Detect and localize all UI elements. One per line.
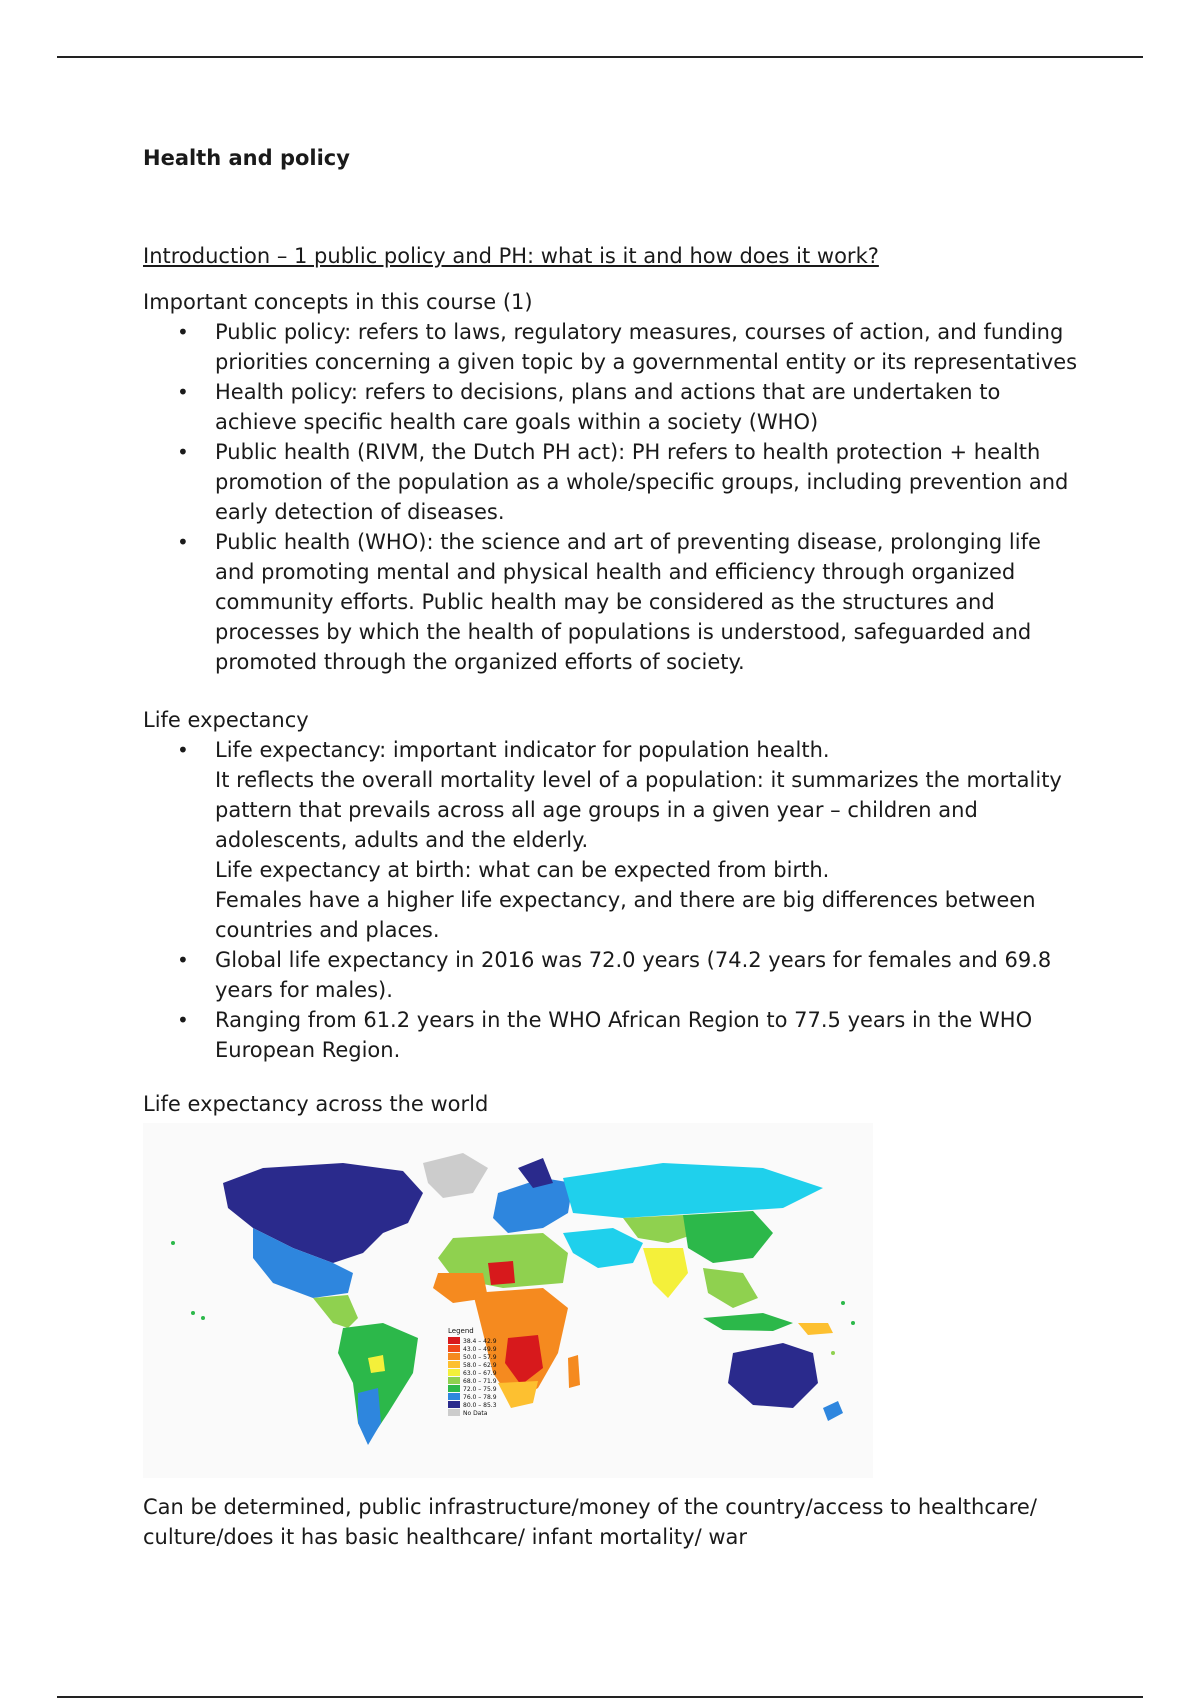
list-item: • Global life expectancy in 2016 was 72.0 years (74.2 years for females and 69.8 years for males). bbox=[143, 945, 1083, 1005]
bottom-rule bbox=[57, 1696, 1143, 1698]
list-item bbox=[143, 735, 1083, 945]
map-section-label: Life expectancy across the world bbox=[143, 1092, 489, 1116]
legend-label: 76.0 – 78.9 bbox=[463, 1394, 497, 1401]
closing-paragraph: Can be determined, public infrastructure/money of the country/access to healthcare/ culture/does it has basic healthcare/ infant mortality/ war bbox=[143, 1495, 1037, 1549]
legend-label: 58.0 – 62.9 bbox=[463, 1362, 497, 1369]
chile-argentina-shape bbox=[358, 1388, 381, 1445]
concepts-label: Important concepts in this course (1) bbox=[143, 290, 533, 314]
australia-shape bbox=[728, 1343, 818, 1408]
china-shape bbox=[683, 1211, 773, 1263]
india-shape bbox=[643, 1248, 688, 1298]
scandinavia-shape bbox=[518, 1158, 553, 1188]
list-line: Females have a higher life expectancy, and there are big differences between countries and places. bbox=[215, 888, 1036, 942]
middle-east-shape bbox=[563, 1228, 643, 1268]
island-marker bbox=[201, 1316, 205, 1320]
central-america-shape bbox=[313, 1295, 358, 1328]
legend-swatch bbox=[448, 1401, 460, 1408]
world-map-graphic bbox=[143, 1123, 873, 1478]
png-shape bbox=[798, 1323, 833, 1335]
greenland-shape bbox=[423, 1153, 488, 1198]
list-line: It reflects the overall mortality level of a population: it summarizes the mortality pattern that prevails across all age groups in a given year – children and adolescents, adults and the elderly. bbox=[215, 768, 1062, 852]
list-item: • Health policy: refers to decisions, plans and actions that are undertaken to achieve specific health care goals within a society (WHO) bbox=[143, 377, 1083, 437]
list-item: • Public health (WHO): the science and art of preventing disease, prolonging life and promoting mental and physical health and efficiency through organized community efforts. Public health may be considered as the structures and processes by which the health of populations is understood, safeguarded and promoted through the organized efforts of society. bbox=[143, 527, 1083, 677]
list-line: Life expectancy at birth: what can be expected from birth. bbox=[215, 858, 830, 882]
legend-label: 50.0 – 57.9 bbox=[463, 1354, 497, 1361]
legend-title: Legend bbox=[448, 1327, 474, 1335]
legend-swatch bbox=[448, 1361, 460, 1368]
island-marker bbox=[191, 1311, 195, 1315]
legend-label: 68.0 – 71.9 bbox=[463, 1378, 497, 1385]
legend-swatch bbox=[448, 1345, 460, 1352]
document-body bbox=[143, 140, 1083, 1552]
legend-label: 38.4 – 42.9 bbox=[463, 1338, 497, 1345]
list-line: • Life expectancy: important indicator for population health. bbox=[215, 738, 830, 762]
legend-swatch bbox=[448, 1385, 460, 1392]
legend-label: 72.0 – 75.9 bbox=[463, 1386, 497, 1393]
legend-swatch bbox=[448, 1377, 460, 1384]
island-marker bbox=[831, 1351, 835, 1355]
legend-swatch bbox=[448, 1393, 460, 1400]
legend-label: No Data bbox=[463, 1410, 488, 1417]
life-expectancy-list bbox=[143, 735, 1083, 1065]
list-item: • Public policy: refers to laws, regulatory measures, courses of action, and funding priorities concerning a given topic by a governmental entity or its representatives bbox=[143, 317, 1083, 377]
bolivia-shape bbox=[368, 1355, 385, 1373]
legend-label: 63.0 – 67.9 bbox=[463, 1370, 497, 1377]
map-legend bbox=[448, 1327, 497, 1417]
russia-shape bbox=[563, 1163, 823, 1218]
madagascar-shape bbox=[568, 1355, 580, 1388]
island-marker bbox=[841, 1301, 845, 1305]
legend-label: 43.0 – 49.9 bbox=[463, 1346, 497, 1353]
legend-swatch bbox=[448, 1409, 460, 1416]
list-item: • Ranging from 61.2 years in the WHO African Region to 77.5 years in the WHO European Region. bbox=[143, 1005, 1083, 1065]
world-life-expectancy-map bbox=[143, 1123, 873, 1478]
concepts-list bbox=[143, 317, 1083, 677]
island-marker bbox=[171, 1241, 175, 1245]
new-zealand-shape bbox=[823, 1401, 843, 1421]
top-rule bbox=[57, 56, 1143, 58]
legend-label: 80.0 – 85.3 bbox=[463, 1402, 497, 1409]
legend-swatch bbox=[448, 1337, 460, 1344]
legend-swatch bbox=[448, 1369, 460, 1376]
list-item: • Public health (RIVM, the Dutch PH act): PH refers to health protection + health promotion of the population as a whole/specific groups, including prevention and early detection of diseases. bbox=[143, 437, 1083, 527]
life-expectancy-label: Life expectancy bbox=[143, 708, 309, 732]
island-marker bbox=[851, 1321, 855, 1325]
indonesia-shape bbox=[703, 1313, 793, 1331]
southeast-asia-shape bbox=[703, 1268, 758, 1308]
legend-swatch bbox=[448, 1353, 460, 1360]
document-title: Health and policy bbox=[143, 146, 350, 170]
south-africa-shape bbox=[498, 1381, 538, 1408]
intro-heading: Introduction – 1 public policy and PH: what is it and how does it work? bbox=[143, 244, 879, 268]
chad-shape bbox=[488, 1261, 515, 1285]
